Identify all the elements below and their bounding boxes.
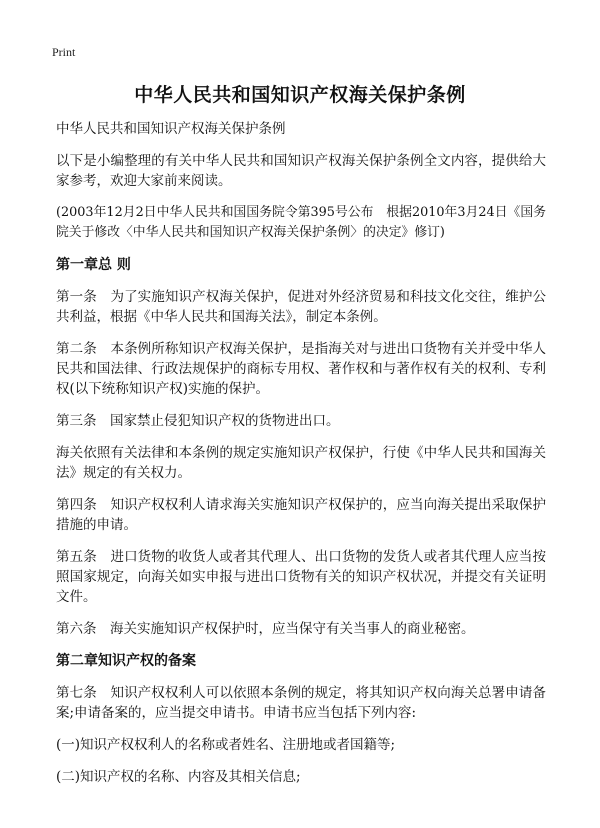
chapter-heading: 第一章总 则 xyxy=(56,257,131,273)
paragraph: (二)知识产权的名称、内容及其相关信息; xyxy=(56,769,301,785)
page-title: 中华人民共和国知识产权海关保护条例 xyxy=(134,84,466,106)
paragraph: 第五条 进口货物的收货人或者其代理人、出口货物的发货人或者其代理人应当按照国家规定，向海关如实申报与进出口货物有关的知识产权状况，并提交有关证明文件。 xyxy=(56,549,546,605)
paragraph: 海关依照有关法律和本条例的规定实施知识产权保护，行使《中华人民共和国海关法》规定的有关权力。 xyxy=(56,445,546,481)
paragraph: 第一条 为了实施知识产权海关保护，促进对外经济贸易和科技文化交往，维护公共利益，根据《中华人民共和国海关法》，制定本条例。 xyxy=(56,289,546,325)
paragraph: 中华人民共和国知识产权海关保护条例 xyxy=(56,121,286,137)
paragraph: 第二条 本条例所称知识产权海关保护，是指海关对与进出口货物有关并受中华人民共和国法律、行政法规保护的商标专用权、著作权和与著作权有关的权利、专利权(以下统称知识产权)实施的保护。 xyxy=(56,341,546,397)
paragraph: 第三条 国家禁止侵犯知识产权的货物进出口。 xyxy=(56,413,340,429)
chapter-heading: 第二章知识产权的备案 xyxy=(56,653,196,669)
paragraph: 以下是小编整理的有关中华人民共和国知识产权海关保护条例全文内容，提供给大家参考，欢迎大家前来阅读。 xyxy=(56,153,546,189)
paragraph: (一)知识产权权利人的名称或者姓名、注册地或者国籍等; xyxy=(56,737,396,753)
revision-note: (2003年12月2日中华人民共和国国务院令第395号公布 根据2010年3月24日《国务院关于修改〈中华人民共和国知识产权海关保护条例〉的决定》修订) xyxy=(56,205,546,240)
paragraph: 第七条 知识产权权利人可以依照本条例的规定，将其知识产权向海关总署申请备案;申请备案的，应当提交申请书。申请书应当包括下列内容: xyxy=(56,685,546,721)
paragraph: 第四条 知识产权权利人请求海关实施知识产权保护的，应当向海关提出采取保护措施的申请。 xyxy=(56,497,546,533)
document-body xyxy=(56,119,546,799)
print-link[interactable]: Print xyxy=(52,45,76,59)
paragraph: 第六条 海关实施知识产权保护时，应当保守有关当事人的商业秘密。 xyxy=(56,621,475,637)
